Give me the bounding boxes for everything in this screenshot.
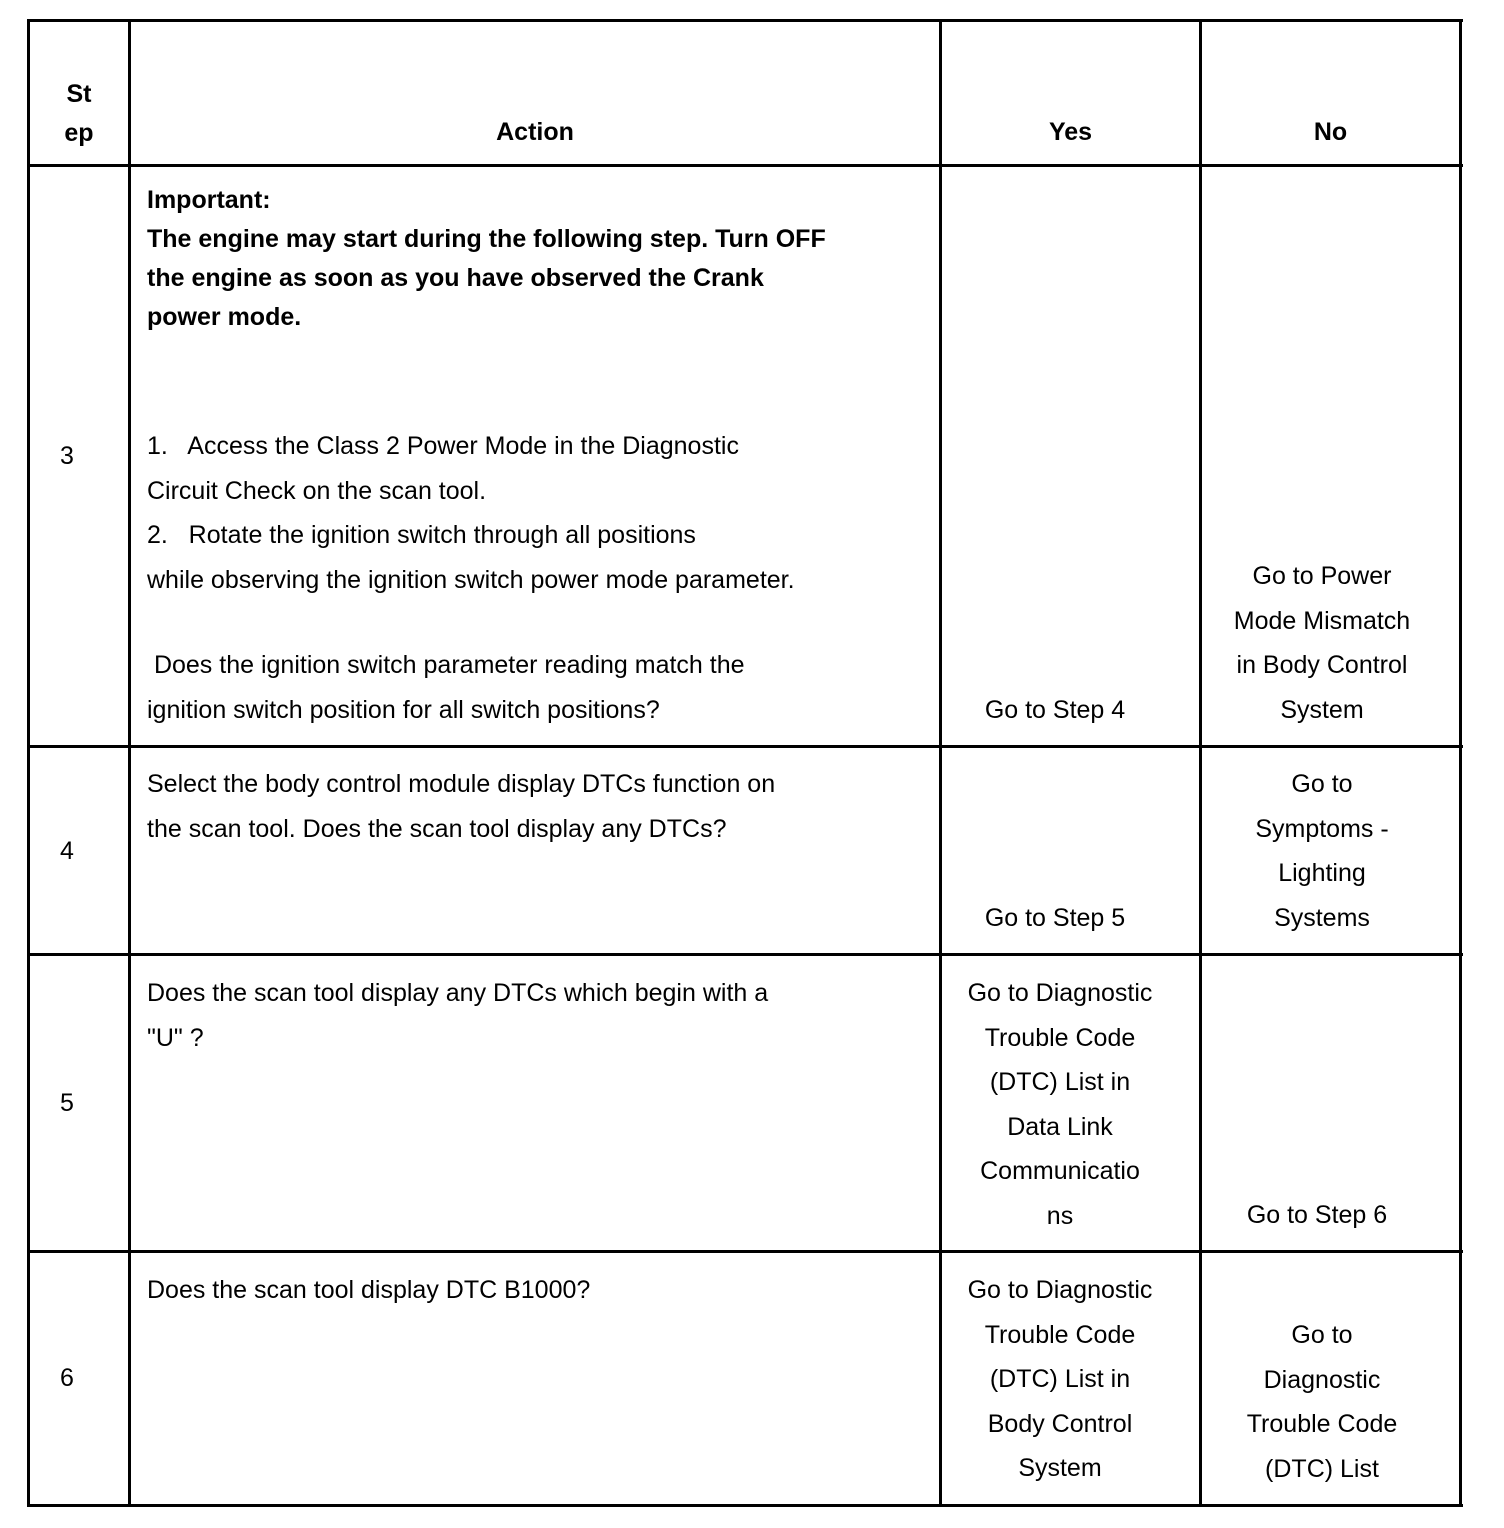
action-line: Does the scan tool display any DTCs which begin with a	[147, 979, 769, 1007]
no-cell	[1202, 1193, 1432, 1238]
no-line: System	[1280, 695, 1364, 724]
no-line: Go to Power	[1252, 562, 1392, 590]
yes-line: Trouble Code	[984, 1320, 1136, 1349]
yes-cell	[945, 896, 1165, 941]
action-text	[147, 971, 927, 1060]
step-number: 4	[60, 837, 74, 865]
no-line: Systems	[1274, 903, 1370, 932]
yes-line: Trouble Code	[984, 1023, 1136, 1052]
column-divider	[128, 19, 131, 1507]
row-divider	[27, 953, 1463, 956]
no-line: Go to	[1291, 770, 1353, 798]
yes-line: Go to Diagnostic	[967, 979, 1153, 1007]
action-line: Does the scan tool display DTC B1000?	[147, 1276, 591, 1304]
header-step	[30, 75, 128, 153]
no-line: Symptoms -	[1255, 814, 1389, 843]
yes-cell	[945, 1268, 1175, 1491]
no-line: (DTC) List	[1265, 1454, 1379, 1483]
action-line: the scan tool. Does the scan tool display any DTCs?	[147, 814, 727, 843]
no-line: Trouble Code	[1246, 1410, 1398, 1438]
action-question	[147, 643, 927, 732]
yes-line: (DTC) List in	[989, 1365, 1131, 1393]
no-cell	[1202, 762, 1442, 940]
yes-line: Communicatio	[980, 1157, 1140, 1185]
action-line: "U" ?	[147, 1023, 204, 1052]
yes-cell	[945, 688, 1165, 733]
action-line: 2. Rotate the ignition switch through all positions	[147, 521, 696, 549]
important-line: The engine may start during the following step. Turn OFF	[147, 225, 826, 253]
header-yes: Yes	[1048, 118, 1093, 146]
no-cell	[1202, 1313, 1442, 1491]
action-text	[147, 762, 927, 851]
no-line: in Body Control	[1236, 651, 1408, 679]
action-text	[147, 1268, 927, 1313]
no-cell	[1202, 554, 1442, 732]
row-divider	[27, 1250, 1463, 1253]
important-line: power mode.	[147, 303, 302, 331]
yes-line: Go to Diagnostic	[967, 1276, 1153, 1304]
yes-line: Data Link	[1007, 1112, 1113, 1141]
action-line: while observing the ignition switch power mode parameter.	[147, 565, 795, 594]
important-line: the engine as soon as you have observed the Crank	[147, 264, 764, 292]
diagnostic-table	[27, 19, 1463, 1507]
header-step-line: St	[66, 80, 92, 108]
header-action: Action	[496, 118, 574, 146]
action-line: 1. Access the Class 2 Power Mode in the Diagnostic	[147, 432, 739, 460]
yes-line: Go to Step 4	[984, 696, 1126, 724]
action-line: Select the body control module display DTCs function on	[147, 770, 776, 798]
important-label: Important:	[147, 186, 271, 214]
action-line: Does the ignition switch parameter reading match the	[147, 651, 745, 679]
action-steps	[147, 424, 927, 602]
yes-line: ns	[1046, 1201, 1074, 1230]
table-border-bottom	[27, 1504, 1463, 1507]
header-step-line: ep	[64, 119, 94, 147]
table-border-right	[1459, 19, 1462, 1507]
step-number: 5	[60, 1089, 74, 1117]
yes-line: (DTC) List in	[989, 1068, 1131, 1096]
yes-line: Body Control	[987, 1409, 1133, 1438]
yes-line: Go to Step 5	[984, 904, 1126, 932]
row-divider	[27, 164, 1463, 167]
yes-cell	[945, 971, 1175, 1238]
no-line: Diagnostic	[1263, 1365, 1381, 1394]
important-note	[147, 181, 927, 337]
no-line: Go to	[1291, 1321, 1353, 1349]
header-no: No	[1313, 118, 1348, 146]
row-divider	[27, 745, 1463, 748]
yes-line: System	[1018, 1454, 1102, 1482]
column-divider	[939, 19, 942, 1507]
action-line: ignition switch position for all switch positions?	[147, 695, 660, 724]
action-line: Circuit Check on the scan tool.	[147, 476, 487, 505]
no-line: Mode Mismatch	[1233, 606, 1411, 635]
step-number: 6	[60, 1364, 74, 1392]
step-number: 3	[60, 442, 74, 470]
table-border-left	[27, 19, 30, 1507]
no-line: Go to Step 6	[1246, 1201, 1388, 1229]
no-line: Lighting	[1278, 859, 1366, 887]
table-border-top	[27, 19, 1463, 22]
